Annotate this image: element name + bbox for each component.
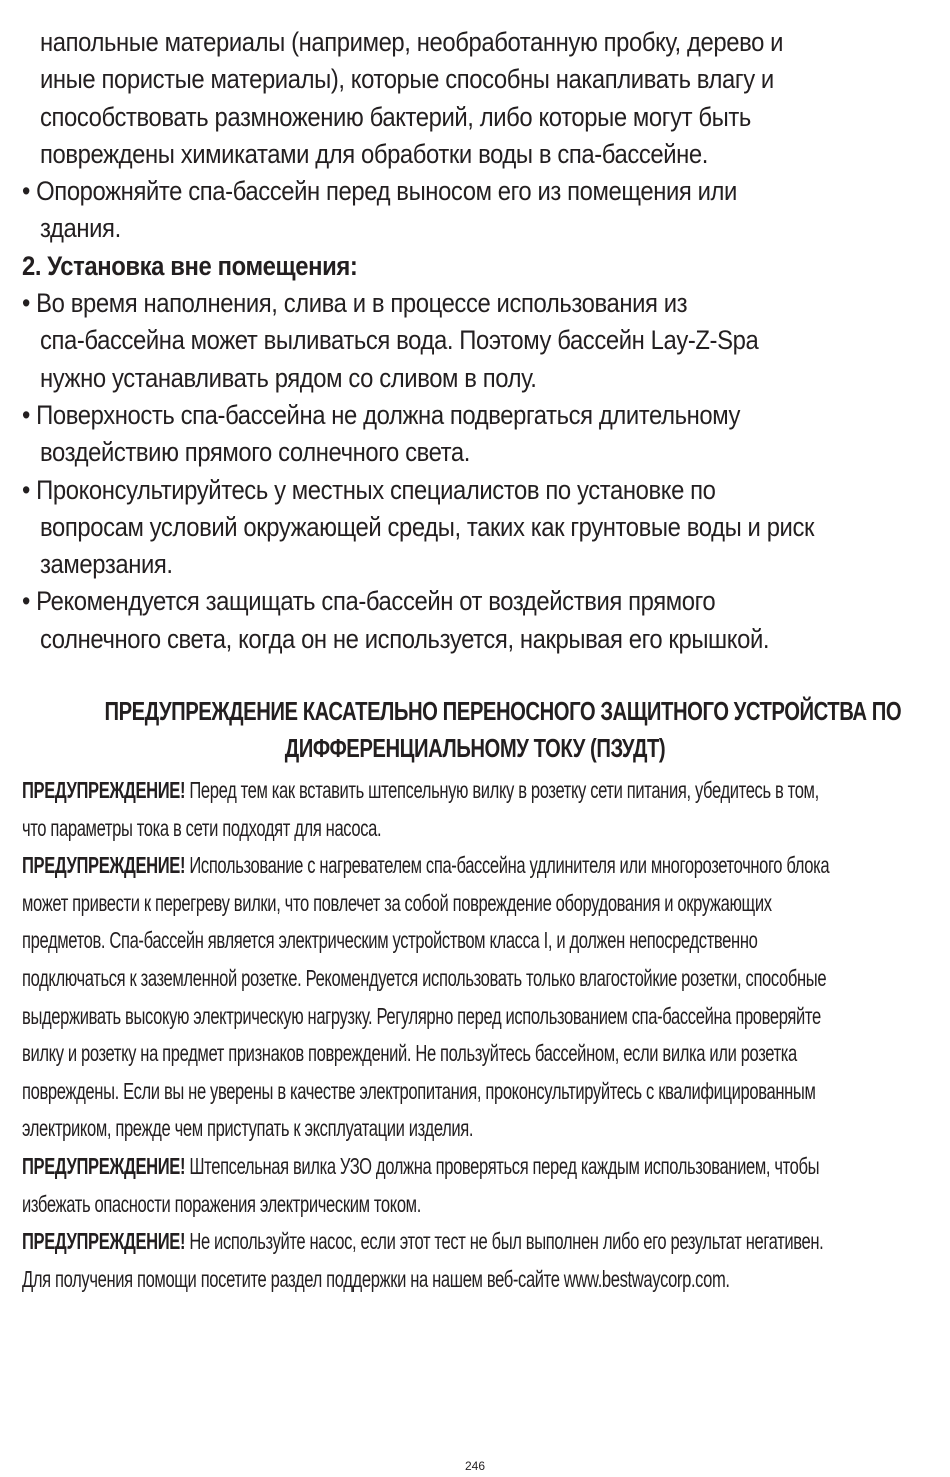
warning-line: что параметры тока в сети подходят для насоса. <box>22 814 382 841</box>
bullet-continuation-line: здания. <box>40 213 121 244</box>
indoor-continuation-line: иные пористые материалы), которые способны накапливать влагу и <box>40 64 774 95</box>
indoor-continuation-line: напольные материалы (например, необработанную пробку, дерево и <box>40 27 784 57</box>
warning-line: подключаться к заземленной розетке. Рекомендуется использовать только влагостойкие розетки, способные <box>22 964 827 991</box>
warning-line: электриком, прежде чем приступать к эксплуатации изделия. <box>22 1115 474 1142</box>
bullet-first-line: • Поверхность спа-бассейна не должна подвергаться длительному <box>22 399 741 430</box>
page-number: 246 <box>464 1459 486 1473</box>
warning-line: вилку и розетку на предмет признаков повреждений. Не пользуйтесь бассейном, если вилка или розетка <box>22 1040 797 1067</box>
bullet-continuation-line: нужно устанавливать рядом со сливом в полу. <box>40 362 537 393</box>
warning-first-line <box>22 1223 950 1261</box>
bullet-first-line: • Рекомендуется защищать спа-бассейн от воздействия прямого <box>22 586 716 617</box>
warning-label: ПРЕДУПРЕЖДЕНИЕ! <box>22 1228 186 1255</box>
warning-line: выдерживать высокую электрическую нагрузку. Регулярно перед использованием спа-бассейна проверяйте <box>22 1002 821 1029</box>
bullet-first-line: • Во время наполнения, слива и в процессе использования из <box>22 288 688 319</box>
bullet-continuation-line: замерзания. <box>40 549 173 580</box>
warning-label: ПРЕДУПРЕЖДЕНИЕ! <box>22 1152 186 1179</box>
warning-line: повреждены. Если вы не уверены в качестве электропитания, проконсультируйтесь с квалифицированным <box>22 1077 816 1104</box>
bullet-first-line: • Опорожняйте спа-бассейн перед выносом его из помещения или <box>22 176 737 207</box>
rcd-warning-title <box>0 693 950 767</box>
warning-line: может привести к перегреву вилки, что повлечет за собой повреждение оборудования и окружающих <box>22 889 772 916</box>
installation-instructions <box>22 24 931 658</box>
bullet-continuation-line: вопросам условий окружающей среды, таких как грунтовые воды и риск <box>40 511 815 542</box>
bullet-continuation-line: воздействию прямого солнечного света. <box>40 437 471 468</box>
warning-first-line <box>22 1148 950 1186</box>
warning-text: Штепсельная вилка УЗО должна проверяться перед каждым использованием, чтобы <box>185 1152 820 1179</box>
warning-first-line <box>22 772 950 810</box>
warning-label: ПРЕДУПРЕЖДЕНИЕ! <box>22 852 186 879</box>
warning-line: предметов. Спа-бассейн является электрическим устройством класса I, и должен непосредственно <box>22 927 758 954</box>
warning-label: ПРЕДУПРЕЖДЕНИЕ! <box>22 777 186 803</box>
warning-text: Использование с нагревателем спа-бассейна удлинителя или многорозеточного блока <box>185 852 830 879</box>
outdoor-heading: 2. Установка вне помещения: <box>22 250 358 281</box>
warning-line: избежать опасности поражения электрическим током. <box>22 1190 421 1217</box>
bullet-first-line: • Проконсультируйтесь у местных специалистов по установке по <box>22 474 716 505</box>
warning-first-line <box>22 847 950 885</box>
rcd-warnings <box>22 772 950 1298</box>
indoor-continuation-line: способствовать размножению бактерий, либо которые могут быть <box>40 101 751 132</box>
warning-text: Не используйте насос, если этот тест не был выполнен либо его результат негативен. <box>185 1228 824 1255</box>
rcd-title-line: ПРЕДУПРЕЖДЕНИЕ КАСАТЕЛЬНО ПЕРЕНОСНОГО ЗАЩИТНОГО УСТРОЙСТВА ПО <box>104 696 902 726</box>
rcd-title-line: ДИФФЕРЕНЦИАЛЬНОМУ ТОКУ (ПЗУДТ) <box>284 733 666 763</box>
indoor-continuation-line: повреждены химикатами для обработки воды в спа-бассейне. <box>40 138 709 169</box>
bullet-continuation-line: солнечного света, когда он не используется, накрывая его крышкой. <box>40 623 770 654</box>
bullet-continuation-line: спа-бассейна может выливаться вода. Поэтому бассейн Lay-Z-Spa <box>40 325 759 356</box>
warning-line: Для получения помощи посетите раздел поддержки на нашем веб-сайте www.bestwaycorp.com. <box>22 1265 730 1292</box>
warning-text: Перед тем как вставить штепсельную вилку в розетку сети питания, убедитесь в том, <box>185 777 819 803</box>
